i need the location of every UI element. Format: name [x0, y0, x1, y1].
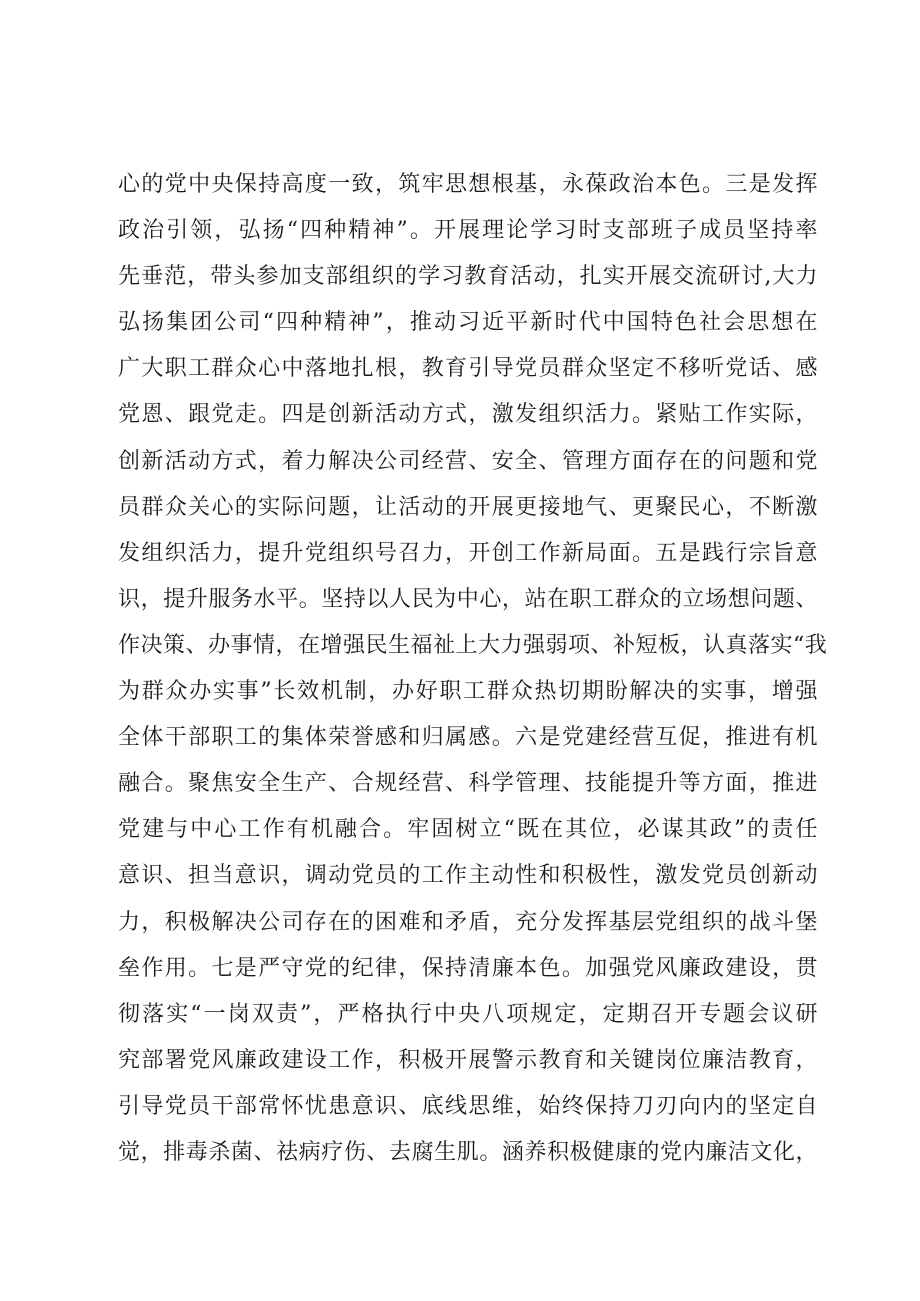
text-line: 全体干部职工的集体荣誉感和归属感。六是党建经营互促，推进有机 — [118, 725, 818, 751]
text-line: 先垂范，带头参加支部组织的学习教育活动，扎实开展交流研讨,大力 — [118, 264, 818, 290]
text-line: 力，积极解决公司存在的困难和矛盾，充分发挥基层党组织的战斗堡 — [118, 909, 818, 935]
text-line: 心的党中央保持高度一致，筑牢思想根基，永葆政治本色。三是发挥 — [118, 172, 818, 197]
text-line: 发组织活力，提升党组织号召力，开创工作新局面。五是践行宗旨意 — [118, 540, 818, 566]
text-line: 识，提升服务水平。坚持以人民为中心，站在职工群众的立场想问题、 — [118, 586, 818, 612]
text-line: 创新活动方式，着力解决公司经营、安全、管理方面存在的问题和党 — [118, 448, 818, 474]
text-line: 融合。聚焦安全生产、合规经营、科学管理、技能提升等方面，推进 — [118, 771, 818, 797]
text-line: 党建与中心工作有机融合。牢固树立“既在其位，必谋其政”的责任 — [118, 817, 818, 843]
body-paragraph — [118, 162, 828, 1176]
text-line: 为群众办实事”长效机制，办好职工群众热切期盼解决的实事，增强 — [118, 679, 818, 705]
text-line: 究部署党风廉政建设工作，积极开展警示教育和关键岗位廉洁教育， — [118, 1047, 818, 1073]
text-line: 员群众关心的实际问题，让活动的开展更接地气、更聚民心，不断激 — [118, 494, 818, 520]
text-line: 彻落实“一岗双责”，严格执行中央八项规定，定期召开专题会议研 — [118, 1001, 818, 1027]
text-line: 觉，排毒杀菌、祛病疗伤、去腐生肌。涵养积极健康的党内廉洁文化， — [118, 1139, 818, 1165]
text-line: 政治引领，弘扬“四种精神”。开展理论学习时支部班子成员坚持率 — [118, 218, 818, 244]
text-line: 广大职工群众心中落地扎根，教育引导党员群众坚定不移听党话、感 — [118, 356, 818, 382]
text-line: 弘扬集团公司“四种精神”，推动习近平新时代中国特色社会思想在 — [118, 310, 818, 336]
text-line: 意识、担当意识，调动党员的工作主动性和积极性，激发党员创新动 — [118, 863, 818, 889]
text-line: 党恩、跟党走。四是创新活动方式，激发组织活力。紧贴工作实际， — [118, 402, 818, 428]
text-line: 垒作用。七是严守党的纪律，保持清廉本色。加强党风廉政建设，贯 — [118, 955, 818, 981]
text-line: 引导党员干部常怀忧患意识、底线思维，始终保持刀刃向内的坚定自 — [118, 1093, 818, 1119]
text-line: 作决策、办事情，在增强民生福祉上大力强弱项、补短板，认真落实“我 — [118, 632, 828, 658]
